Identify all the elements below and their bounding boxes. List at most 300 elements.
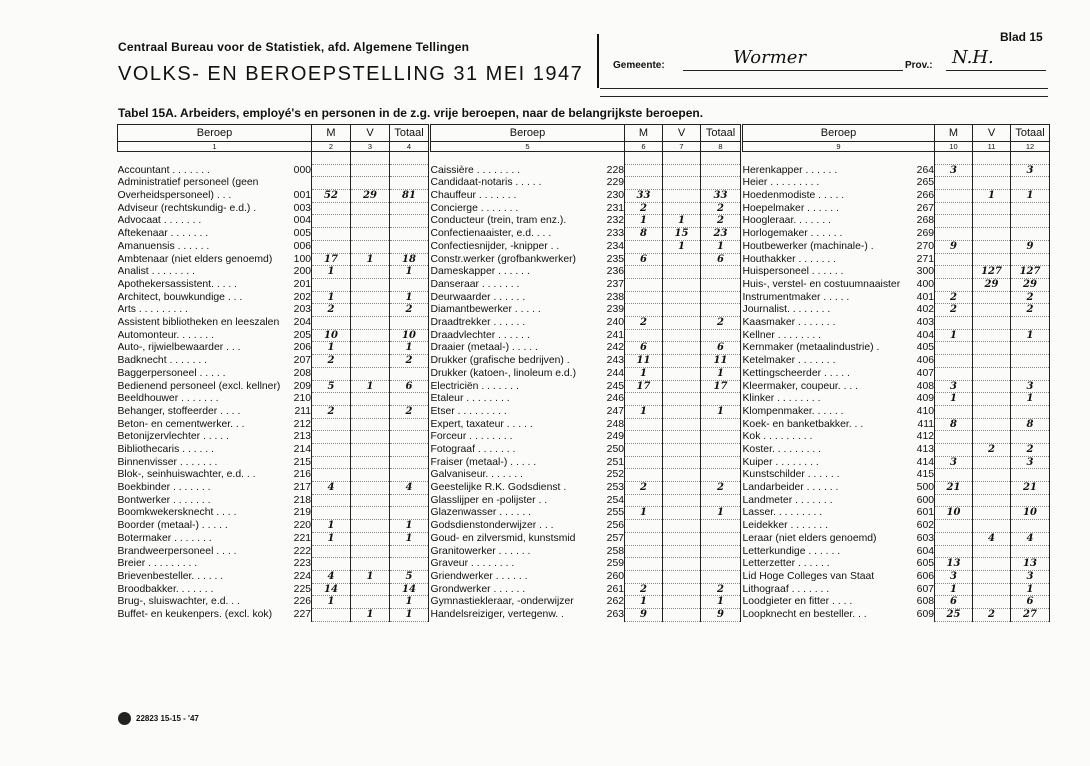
beroep-name: Forceur . . . . . . . . [430,431,513,443]
count-m: 11 [625,355,663,368]
beroep-name: Binnenvisser . . . . . . . [117,456,218,468]
beroep-code: 264 [916,164,935,176]
col-header-m: M [625,125,663,142]
count-totaal [701,545,741,558]
table-row [743,507,1050,520]
count-totaal [701,329,741,342]
count-m: 3 [935,164,973,177]
count-totaal: 1 [1011,190,1050,203]
count-m [935,494,973,507]
beroep-code: 404 [916,329,935,341]
col-number: 1 [118,142,312,152]
count-v [351,494,390,507]
count-m: 5 [312,380,351,393]
count-totaal [1011,253,1050,266]
beroep-name: Confectiesnijder, -knipper . . [430,240,560,252]
beroep-name: Kleermaker, coupeur. . . . [742,380,859,392]
count-m: 2 [935,304,973,317]
count-m [625,520,663,533]
beroep-name: Loodgieter en fitter . . . . [742,596,853,608]
beroep-code: 229 [606,177,625,189]
beroep-code: 412 [916,431,935,443]
beroep-name: Letterkundige . . . . . . [742,545,841,557]
count-v [973,317,1011,330]
count-m [935,431,973,444]
page-number: Blad 15 [1000,30,1043,44]
count-totaal [701,393,741,406]
count-totaal: 2 [1011,443,1050,456]
count-v [663,609,701,622]
table-row [431,507,741,520]
table-row [118,418,429,431]
col-number: 11 [973,142,1011,152]
beroep-name: Confectienaaister, e.d. . . . [430,228,552,240]
count-m [935,266,973,279]
count-m: 1 [312,342,351,355]
beroep-code: 251 [606,456,625,468]
beroep-name: Letterzetter . . . . . . [742,558,830,570]
count-totaal [390,367,429,380]
count-totaal: 1 [701,240,741,253]
count-totaal: 1 [701,596,741,609]
table-row [118,240,429,253]
count-totaal: 18 [390,253,429,266]
table-row [743,405,1050,418]
beroep-name: Landmeter . . . . . . . [742,494,833,506]
beroep-name: Beton- en cementwerker. . . [117,418,245,430]
table-row [431,240,741,253]
beroep-code: 403 [916,317,935,329]
count-v [663,291,701,304]
beroep-name: Herenkapper . . . . . . [742,164,838,176]
beroep-name: Klompenmaker. . . . . . [742,405,844,417]
header-rule [600,88,1048,89]
beroep-code: 411 [917,418,935,430]
count-m [625,469,663,482]
table-row [118,266,429,279]
table-row [743,494,1050,507]
count-v [351,393,390,406]
beroep-name: Caissière . . . . . . . . [430,164,520,176]
count-totaal: 4 [390,482,429,495]
count-v: 29 [351,190,390,203]
beroep-code: 409 [916,393,935,405]
count-totaal [390,202,429,215]
count-totaal: 33 [701,190,741,203]
beroep-name: Boomkwekersknecht . . . . [117,507,237,519]
beroep-name: Landarbeider . . . . . . [742,482,839,494]
count-v [663,444,701,457]
count-totaal [1011,431,1050,444]
beroep-name: Electriciën . . . . . . . [430,380,519,392]
beroep-code: 214 [293,443,312,455]
beroep-name: Drukker (katoen-, linoleum e.d.) [430,367,577,379]
count-v [351,405,390,418]
beroep-code: 224 [293,570,312,582]
gemeente-label: Gemeente: [613,60,665,71]
count-totaal: 127 [1011,266,1050,279]
table-row [431,278,741,291]
count-m [935,278,973,291]
beroep-name: Danseraar . . . . . . . [430,278,520,290]
beroep-code: 602 [916,520,935,532]
beroep-name: Handelsreiziger, vertegenw. . [430,609,564,620]
count-v [973,393,1011,406]
beroep-code: 228 [606,164,625,176]
count-m [935,443,973,456]
count-v: 29 [973,278,1011,291]
beroep-code: 600 [916,494,935,506]
count-totaal [390,317,429,330]
beroep-code: 209 [293,380,312,392]
table-row [743,202,1050,215]
count-totaal: 1 [390,532,429,545]
count-totaal: 9 [1011,240,1050,253]
beroep-code: 406 [916,355,935,367]
beroep-name: Galvaniseur. . . . . . . [430,469,523,481]
beroep-name: Administratief personeel (geen [117,177,259,189]
table-row [118,177,429,190]
count-totaal [390,215,429,228]
beroep-name: Lid Hoge Colleges van Staat [742,570,875,582]
beroep-name: Houtbewerker (machinale-) . [742,240,874,252]
beroep-name: Huis-, verstel- en costuumnaaister [742,278,901,290]
col-number: 12 [1011,142,1050,152]
count-v [973,558,1011,571]
count-m [312,228,351,241]
beroep-code: 261 [606,583,625,595]
beroep-name: Dameskapper . . . . . . [430,266,530,278]
count-v: 1 [663,240,701,253]
beroep-code: 237 [606,278,625,290]
count-v [663,469,701,482]
table-row [743,456,1050,469]
table-row [118,443,429,456]
table-row [431,380,741,393]
count-totaal: 1 [390,520,429,533]
table-row [431,444,741,457]
count-totaal [701,164,741,177]
beroep-code: 221 [293,532,312,544]
beroep-name: Hoedenmodiste . . . . . [742,190,845,202]
beroep-code: 405 [916,342,935,354]
table-row [743,228,1050,241]
table-row [431,190,741,203]
beroep-code: 204 [293,317,312,328]
table-row [743,164,1050,177]
count-v [351,304,390,317]
beroep-name: Diamantbewerker . . . . . [430,304,541,316]
count-v [351,342,390,355]
col-number: 7 [663,142,701,152]
count-v: 2 [973,443,1011,456]
count-m: 2 [312,304,351,317]
table-row [743,190,1050,203]
beroep-name: Behanger, stoffeerder . . . . [117,405,241,417]
count-totaal: 2 [390,355,429,368]
table-row [118,355,429,368]
beroep-code: 252 [606,469,625,481]
count-m: 3 [935,380,973,393]
beroep-code: 262 [606,596,625,608]
count-m [625,418,663,431]
count-totaal [1011,177,1050,190]
count-totaal: 21 [1011,482,1050,495]
count-v [351,367,390,380]
count-totaal: 5 [390,570,429,583]
beroep-name: Automonteur. . . . . . . [117,329,214,341]
beroep-code: 415 [916,469,935,481]
count-m [625,570,663,583]
beroep-name: Chauffeur . . . . . . . [430,190,517,202]
col-header-totaal: Totaal [701,125,741,142]
table-row [743,266,1050,279]
count-v [351,202,390,215]
count-totaal [701,532,741,545]
beroep-code: 236 [606,266,625,278]
count-v [663,418,701,431]
table-row [118,405,429,418]
table-row [743,609,1050,622]
table-row [743,583,1050,596]
count-m [935,355,973,368]
table-title: Tabel 15A. Arbeiders, employé's en personen in de z.g. vrije beroepen, naar de belangrijkste beroepen. [118,106,704,120]
beroep-code: 223 [293,558,312,570]
count-v [351,507,390,520]
count-m: 14 [312,583,351,596]
table-row [118,596,429,609]
count-v [663,329,701,342]
count-totaal [390,469,429,482]
count-v [973,253,1011,266]
beroep-name: Huispersoneel . . . . . . [742,266,844,278]
count-v [663,164,701,177]
count-totaal: 2 [701,583,741,596]
beroep-code: 300 [916,266,935,278]
count-totaal [1011,520,1050,533]
beroep-name: Hoepelmaker . . . . . . [742,202,839,214]
count-m [935,253,973,266]
count-v [663,190,701,203]
table-row [743,431,1050,444]
beroep-code: 244 [606,367,625,379]
table-row [743,355,1050,368]
count-totaal [1011,545,1050,558]
beroep-name: Etser . . . . . . . . . [430,405,507,417]
table-row [743,443,1050,456]
beroep-name: Deurwaarder . . . . . . [430,291,526,303]
beroep-code: 257 [606,532,625,544]
beroep-name: Assistent bibliotheken en leeszalen [117,317,280,328]
beroep-code: 210 [293,393,312,405]
count-v: 1 [351,380,390,393]
count-v [663,494,701,507]
count-m: 1 [935,393,973,406]
col-number: 5 [431,142,625,152]
beroep-name: Drukker (grafische bedrijven) . [430,355,570,367]
header-rule [600,96,1048,97]
count-v [663,393,701,406]
beroep-code: 218 [293,494,312,506]
beroep-code: 227 [293,609,312,620]
beroep-code: 215 [293,456,312,468]
count-m: 8 [935,418,973,431]
beroep-code: 207 [293,355,312,367]
count-m: 13 [935,558,973,571]
beroep-name: Griendwerker . . . . . . [430,570,528,582]
table-row [118,532,429,545]
beroep-code: 212 [293,418,312,430]
beroep-code: 230 [606,190,625,202]
beroep-code: 216 [293,469,312,481]
beroep-name: Brug-, sluiswachter, e.d. . . [117,596,240,608]
beroep-code: 414 [916,456,935,468]
count-totaal [1011,342,1050,355]
table-row [118,278,429,291]
beroep-code: 245 [606,380,625,392]
spacer-row [118,152,429,165]
count-v [351,329,390,342]
table-row [743,342,1050,355]
beroep-name: Candidaat-notaris . . . . . [430,177,542,189]
count-v [973,367,1011,380]
count-m [935,405,973,418]
count-v [663,570,701,583]
count-v [351,558,390,571]
beroep-code: 201 [293,278,312,290]
count-v [973,304,1011,317]
beroep-name: Analist . . . . . . . . [117,266,195,278]
beroep-code: 225 [293,583,312,595]
beroep-name: Adviseur (rechtskundig- e.d.) . [117,202,257,214]
count-m: 9 [625,609,663,622]
table-row [431,405,741,418]
table-row [431,393,741,406]
count-m: 10 [935,507,973,520]
printer-logo-icon [118,712,131,725]
count-m [935,545,973,558]
table-row [118,431,429,444]
beroep-name: Glazenwasser . . . . . . [430,507,531,519]
table-row [118,367,429,380]
table-row [743,278,1050,291]
count-m: 4 [312,482,351,495]
gemeente-value: Wormer [733,47,807,68]
count-totaal [1011,215,1050,228]
count-m: 6 [625,342,663,355]
beroep-name: Badknecht . . . . . . . [117,355,208,367]
col-header-beroep: Beroep [118,125,312,142]
count-v [663,520,701,533]
count-m [935,228,973,241]
count-v [663,545,701,558]
province-value: N.H. [952,47,994,68]
count-totaal: 11 [701,355,741,368]
count-v [351,532,390,545]
print-footer [118,712,199,725]
beroep-name: Houthakker . . . . . . . [742,253,837,265]
count-v [973,570,1011,583]
count-totaal [390,494,429,507]
table-row [118,520,429,533]
count-totaal [701,177,741,190]
count-m [312,393,351,406]
count-v: 1 [973,190,1011,203]
table-row [431,545,741,558]
count-totaal: 14 [390,583,429,596]
count-v [663,355,701,368]
count-totaal: 6 [390,380,429,393]
count-totaal [390,443,429,456]
count-m [935,469,973,482]
beroep-name: Draaier (metaal-) . . . . . [430,342,538,354]
count-m: 25 [935,609,973,622]
count-totaal: 8 [1011,418,1050,431]
beroep-code: 263 [606,609,625,620]
table-row [743,317,1050,330]
count-v [351,278,390,291]
count-m [935,202,973,215]
count-totaal: 1 [1011,393,1050,406]
beroep-code: 233 [606,228,625,240]
count-v [973,291,1011,304]
beroep-name: Lithograaf . . . . . . . [742,583,830,595]
count-v [351,177,390,190]
table-row [118,202,429,215]
table-row [743,253,1050,266]
beroep-name: Kunstschilder . . . . . . [742,469,840,481]
beroep-name: Horlogemaker . . . . . . [742,228,843,240]
count-m: 6 [935,596,973,609]
beroep-name: Arts . . . . . . . . . [117,304,188,316]
table-row [431,570,741,583]
count-totaal: 23 [701,228,741,241]
count-m [312,177,351,190]
count-v [663,266,701,279]
count-m: 2 [312,405,351,418]
count-v [973,456,1011,469]
count-v [973,418,1011,431]
beroep-name: Godsdienstonderwijzer . . . [430,520,554,532]
beroep-name: Etaleur . . . . . . . . [430,393,510,405]
count-totaal [1011,202,1050,215]
count-m: 6 [625,253,663,266]
beroep-code [287,177,312,190]
col-number: 2 [312,142,351,152]
count-totaal [701,291,741,304]
table-row [118,342,429,355]
beroep-name: Brandweerpersoneel . . . . [117,545,237,557]
count-m [625,177,663,190]
count-m [935,317,973,330]
count-m [625,164,663,177]
count-m [625,444,663,457]
count-m: 1 [312,291,351,304]
beroep-code: 006 [293,240,312,252]
beroep-code: 271 [916,253,935,265]
count-v [351,596,390,609]
beroep-name: Grondwerker . . . . . . [430,583,526,595]
beroep-code: 202 [293,291,312,303]
table-row [743,304,1050,317]
table-row [118,190,429,203]
count-m [312,469,351,482]
beroep-name: Geestelijke R.K. Godsdienst . [430,482,567,494]
gemeente-line [683,70,903,71]
count-v [973,596,1011,609]
count-totaal: 9 [701,609,741,622]
table-row [431,304,741,317]
